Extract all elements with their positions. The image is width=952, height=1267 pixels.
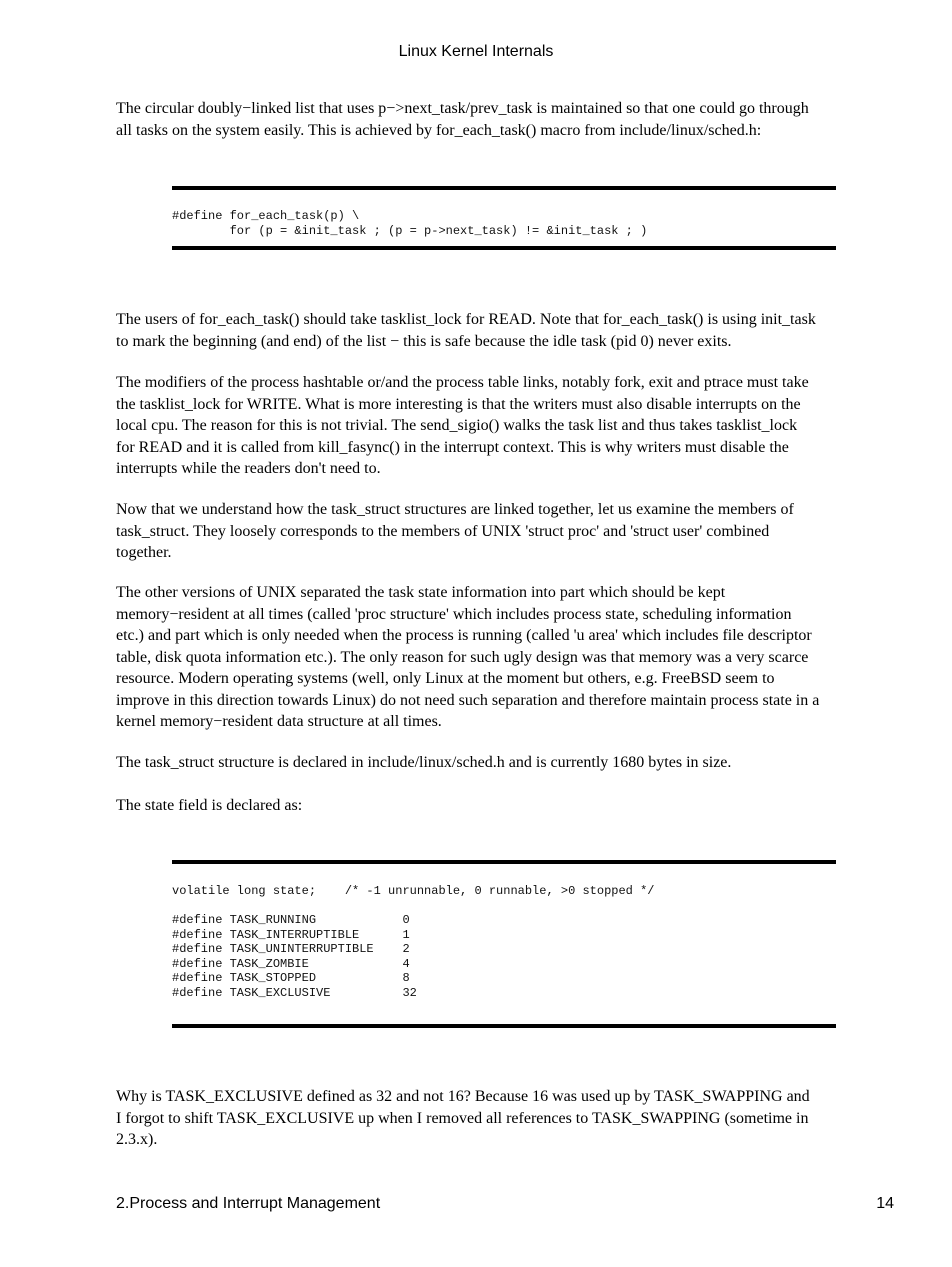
paragraph-task-struct-size: The task_struct structure is declared in include/linux/sched.h and is currently 1680 bytes in size. <box>116 754 732 771</box>
paragraph-for-each-task-users: The users of for_each_task() should take tasklist_lock for READ. Note that for_each_task() is using init_task to mark the beginning (and end) of the list − this is safe because the idle task (pid 0) never exits. <box>116 311 816 350</box>
paragraph-task-exclusive: Why is TASK_EXCLUSIVE defined as 32 and not 16? Because 16 was used up by TASK_SWAPPING and I forgot to shift TASK_EXCLUSIVE up when I removed all references to TASK_SWAPPING (sometime in 2.3.x). <box>116 1088 810 1148</box>
code-text: #define for_each_task(p) \ for (p = &init_task ; (p = p->next_task) != &init_task ; ) <box>172 209 648 238</box>
footer-section-title: 2.Process and Interrupt Management <box>116 1195 381 1212</box>
paragraph-linked-list: The circular doubly−linked list that uses p−>next_task/prev_task is maintained so that one could go through all tasks on the system easily. This is achieved by for_each_task() macro from include/linux/sched.h: <box>116 100 809 139</box>
paragraph-unix-versions: The other versions of UNIX separated the task state information into part which should be kept memory−resident at all times (called 'proc structure' which includes process state, scheduling information etc.) and part which is only needed when the process is running (called 'u area' which includes file descriptor table, disk quota information etc.). The only reason for such ugly design was that memory was a very scarce resource. Modern operating systems (well, only Linux at the moment but others, e.g. FreeBSD seem to improve in this direction towards Linux) do not need such separation and therefore maintain process state in a kernel memory−resident data structure at all times. <box>116 584 820 730</box>
paragraph-modifiers: The modifiers of the process hashtable or/and the process table links, notably fork, exit and ptrace must take the tasklist_lock for WRITE. What is more interesting is that the writers must also disable interrupts on the local cpu. The reason for this is not trivial. The send_sigio() walks the task list and thus takes tasklist_lock for READ and it is called from kill_fasync() in the interrupt context. This is why writers must disable the interrupts while the readers don't need to. <box>116 374 809 477</box>
running-header: Linux Kernel Internals <box>398 43 554 60</box>
paragraph-state-field: The state field is declared as: <box>116 797 303 814</box>
code-text: volatile long state; /* -1 unrunnable, 0 runnable, >0 stopped */ #define TASK_RUNNING 0 #define TASK_INTERRUPTIBLE 1 #define TASK_UNINTERRUPTIBLE 2 #define TASK_ZOMBIE 4 #define TASK_STOPPED 8 #define TASK_EXCLUSIVE 32 <box>172 884 655 1000</box>
code-block-for-each-task <box>172 186 836 250</box>
paragraph-task-struct-members: Now that we understand how the task_struct structures are linked together, let us examine the members of task_struct. They loosely corresponds to the members of UNIX 'struct proc' and 'struct user' combined together. <box>116 501 794 561</box>
footer-page-number: 14 <box>876 1195 894 1212</box>
code-block-task-states <box>172 860 836 1028</box>
